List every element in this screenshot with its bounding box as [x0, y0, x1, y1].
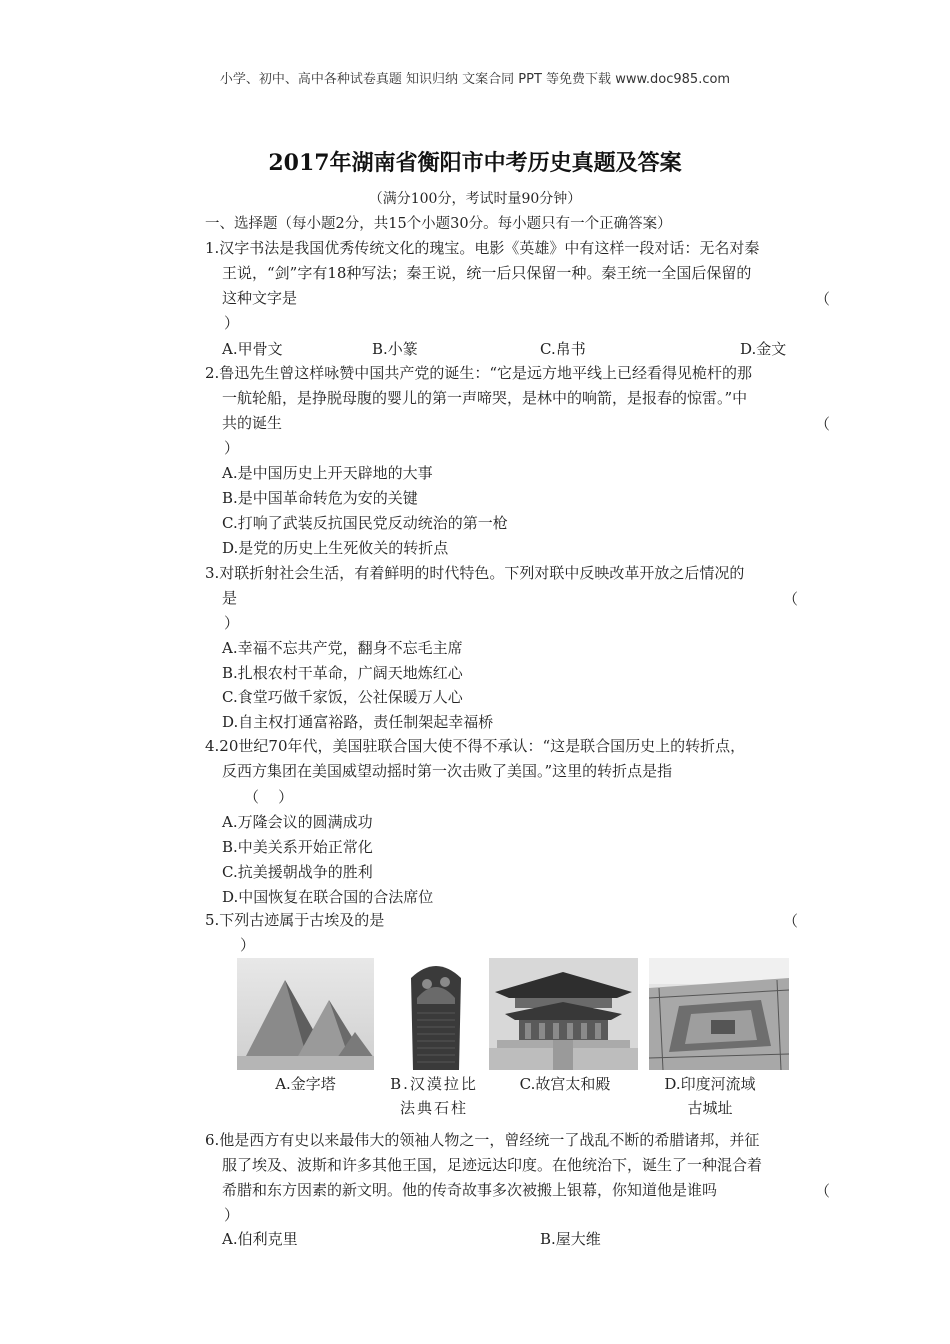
exam-info: （满分100分，考试时量90分钟） [368, 191, 582, 207]
option-c: C.食堂巧做千家饭，公社保暖万人心 [222, 688, 463, 706]
question-text: 6.他是西方有史以来最伟大的领袖人物之一，曾经统一了战乱不断的希腊诸邦，并征 [205, 1131, 760, 1149]
question-text: 服了埃及、波斯和许多其他王国，足迹远达印度。在他统治下，诞生了一种混合着 [222, 1156, 763, 1174]
answer-paren-open: （ [815, 290, 831, 308]
question-text: 这种文字是 [222, 289, 298, 307]
option-c: C.打响了武装反抗国民党反动统治的第一枪 [222, 514, 508, 532]
option-a: A.甲骨文 [222, 340, 283, 358]
answer-paren-close: ） [224, 1206, 240, 1224]
answer-paren-close: ） [224, 439, 240, 457]
question-text: 是 [222, 589, 238, 607]
question-text: 王说，“剑”字有18种写法；秦王说，统一后只保留一种。秦王统一全国后保留的 [222, 264, 752, 282]
caption-d [646, 1072, 774, 1120]
page-title: 2017年湖南省衡阳市中考历史真题及答案 [268, 150, 682, 176]
question-text: 3.对联折射社会生活，有着鲜明的时代特色。下列对联中反映改革开放之后情况的 [205, 564, 745, 582]
ruins-image [649, 958, 789, 1070]
option-a: A.万隆会议的圆满成功 [222, 813, 373, 831]
answer-paren-open: （ [783, 590, 799, 608]
caption-line: 古城址 [687, 1099, 733, 1117]
option-a: A.幸福不忘共产党，翻身不忘毛主席 [222, 639, 463, 657]
option-d: D.金文 [740, 340, 787, 358]
caption-b [380, 1072, 488, 1120]
site-header: 小学、初中、高中各种试卷真题 知识归纳 文案合同 PPT 等免费下载 www.doc985.com [219, 72, 731, 87]
question-text: 5.下列古迹属于古埃及的是 [205, 911, 385, 929]
option-d: D.中国恢复在联合国的合法席位 [222, 888, 434, 906]
question-text: 共的诞生 [222, 414, 283, 432]
question-text: 1.汉字书法是我国优秀传统文化的瑰宝。电影《英雄》中有这样一段对话：无名对秦 [205, 239, 760, 257]
answer-paren-close: ） [224, 614, 240, 632]
option-b: B.是中国革命转危为安的关键 [222, 489, 418, 507]
section-heading: 一、选择题（每小题2分，共15个小题30分。每小题只有一个正确答案） [205, 216, 672, 232]
option-b: B.中美关系开始正常化 [222, 838, 373, 856]
option-d: D.自主权打通富裕路，责任制架起幸福桥 [222, 713, 494, 731]
caption-line: C.故宫太和殿 [519, 1075, 611, 1093]
option-a: A.是中国历史上开天辟地的大事 [222, 464, 433, 482]
answer-paren-open: （ [783, 912, 799, 930]
question-text: 希腊和东方因素的新文明。他的传奇故事多次被搬上银幕，你知道他是谁吗 [222, 1181, 718, 1199]
answer-paren-close: ） [240, 936, 256, 954]
caption-line: B.汉漠拉比 [390, 1075, 478, 1093]
stele-image [405, 958, 467, 1070]
answer-paren-close: ） [224, 314, 240, 332]
pyramids-image [237, 958, 374, 1070]
option-b: B.小篆 [372, 340, 418, 358]
caption-c [500, 1072, 630, 1096]
question-text: 反西方集团在美国威望动摇时第一次击败了美国。”这里的转折点是指 [222, 762, 673, 780]
question-text: 一航轮船，是挣脱母腹的婴儿的第一声啼哭，是林中的响箭，是报春的惊雷。”中 [222, 389, 748, 407]
caption-line: A.金字塔 [275, 1075, 336, 1093]
answer-paren-open: （ [815, 415, 831, 433]
question-text: 2.鲁迅先生曾这样咏赞中国共产党的诞生：“它是远方地平线上已经看得见桅杆的那 [205, 364, 752, 382]
caption-a [237, 1072, 374, 1096]
palace-image [489, 958, 638, 1070]
answer-paren-open: （ [815, 1182, 831, 1200]
caption-line: D.印度河流域 [664, 1075, 756, 1093]
caption-line: 法典石柱 [399, 1099, 468, 1117]
option-b: B.扎根农村干革命，广阔天地炼红心 [222, 664, 463, 682]
option-b: B.屋大维 [540, 1230, 601, 1248]
option-c: C.帛书 [540, 340, 586, 358]
answer-paren: （ ） [244, 788, 294, 806]
option-c: C.抗美援朝战争的胜利 [222, 863, 373, 881]
option-a: A.伯利克里 [222, 1230, 298, 1248]
question-text: 4.20世纪70年代，美国驻联合国大使不得不承认：“这是联合国历史上的转折点， [205, 737, 746, 755]
option-d: D.是党的历史上生死攸关的转折点 [222, 539, 449, 557]
